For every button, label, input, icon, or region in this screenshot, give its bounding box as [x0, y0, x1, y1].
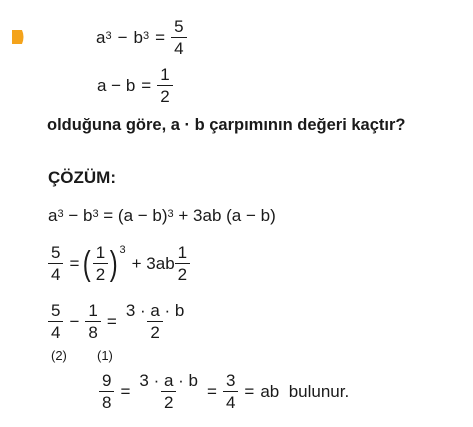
- step3-multiplier-2: (1): [97, 348, 113, 363]
- eq1-a: a: [96, 27, 106, 47]
- eq1-equals: =: [155, 27, 166, 47]
- step2-exp: 3: [119, 244, 126, 256]
- step2-lhs-fraction: [48, 244, 63, 283]
- step4-equals-3: =: [244, 381, 255, 401]
- step2-paren-close: ): [109, 244, 118, 283]
- step3-minus: −: [69, 311, 80, 331]
- step2-inner-numerator: 1: [95, 243, 106, 262]
- question-text: olduğuna göre, a · b çarpımının değeri kaçtır?: [47, 116, 406, 134]
- step4-result: ab bulunur.: [260, 381, 350, 401]
- step3-f2-numerator: 1: [88, 301, 98, 320]
- step2-lhs-denominator: 4: [48, 263, 63, 283]
- eq1-fraction: [171, 18, 186, 57]
- step3-fraction-1: [48, 302, 63, 341]
- step3-f1-denominator: 4: [48, 321, 63, 341]
- step1-minus-b: − b: [63, 206, 93, 225]
- eq2-denominator: 2: [157, 85, 172, 105]
- step3-rhs-numerator: 3 · a · b: [125, 301, 185, 320]
- eq1-b: b: [133, 27, 143, 47]
- eq1-exp-b: 3: [143, 29, 150, 42]
- step4-f3-numerator: 3: [225, 371, 236, 390]
- step3-f1-numerator: 5: [51, 301, 61, 320]
- given-equation-1: [96, 18, 187, 57]
- step1-a: a: [48, 206, 58, 225]
- step4-f1-numerator: 9: [102, 371, 112, 390]
- eq1-exp-a: 3: [105, 29, 112, 42]
- step4-f2-numerator: 3 · a · b: [139, 371, 198, 390]
- step4-fraction-3: [223, 372, 238, 411]
- step3-f2-denominator: 8: [85, 321, 100, 341]
- step2-plus-3ab: + 3ab: [131, 253, 175, 273]
- step4-f2-denominator: 2: [161, 391, 176, 411]
- step2-inner-fraction: [93, 244, 108, 283]
- step1-exp2: 3: [92, 208, 99, 220]
- step3-rhs-denominator: 2: [147, 321, 162, 341]
- step3-equals: =: [106, 311, 117, 331]
- eq1-numerator: 5: [174, 17, 184, 36]
- eq2-fraction: [157, 66, 172, 105]
- step4-f1-denominator: 8: [99, 391, 114, 411]
- eq2-lhs: a − b: [97, 75, 136, 95]
- eq2-numerator: 1: [160, 65, 170, 84]
- step4-fraction-1: [99, 372, 114, 411]
- step4-equals-2: =: [207, 381, 217, 401]
- step4-equals-1: =: [120, 381, 131, 401]
- step1-rest: + 3ab (a − b): [173, 206, 276, 225]
- step2-paren-open: (: [83, 244, 92, 283]
- step2-tail-fraction: [175, 244, 190, 283]
- step2-inner-denominator: 2: [93, 263, 108, 283]
- step2-equals: =: [69, 253, 80, 273]
- eq1-denominator: 4: [171, 37, 186, 57]
- step2-tail-denominator: 2: [175, 263, 190, 283]
- solution-step-4: [99, 372, 349, 411]
- step1-eq-binomial: = (a − b): [98, 206, 168, 225]
- eq1-minus: −: [117, 27, 128, 47]
- step2-lhs-numerator: 5: [51, 243, 61, 262]
- step3-rhs-fraction: [123, 302, 188, 341]
- step3-fraction-2: [85, 302, 100, 341]
- eq2-equals: =: [141, 75, 152, 95]
- given-equation-2: [97, 66, 173, 105]
- solution-step-1: [48, 206, 276, 226]
- orange-bullet-icon: [10, 29, 26, 45]
- solution-heading: ÇÖZÜM:: [48, 168, 116, 187]
- step4-f3-denominator: 4: [223, 391, 238, 411]
- step3-multiplier-1: (2): [51, 348, 67, 363]
- step1-exp3: 3: [167, 208, 174, 220]
- step2-tail-numerator: 1: [177, 243, 188, 262]
- solution-step-3: [48, 302, 187, 341]
- step1-exp1: 3: [57, 208, 64, 220]
- step4-fraction-2: [136, 372, 201, 411]
- solution-step-2: [48, 244, 190, 283]
